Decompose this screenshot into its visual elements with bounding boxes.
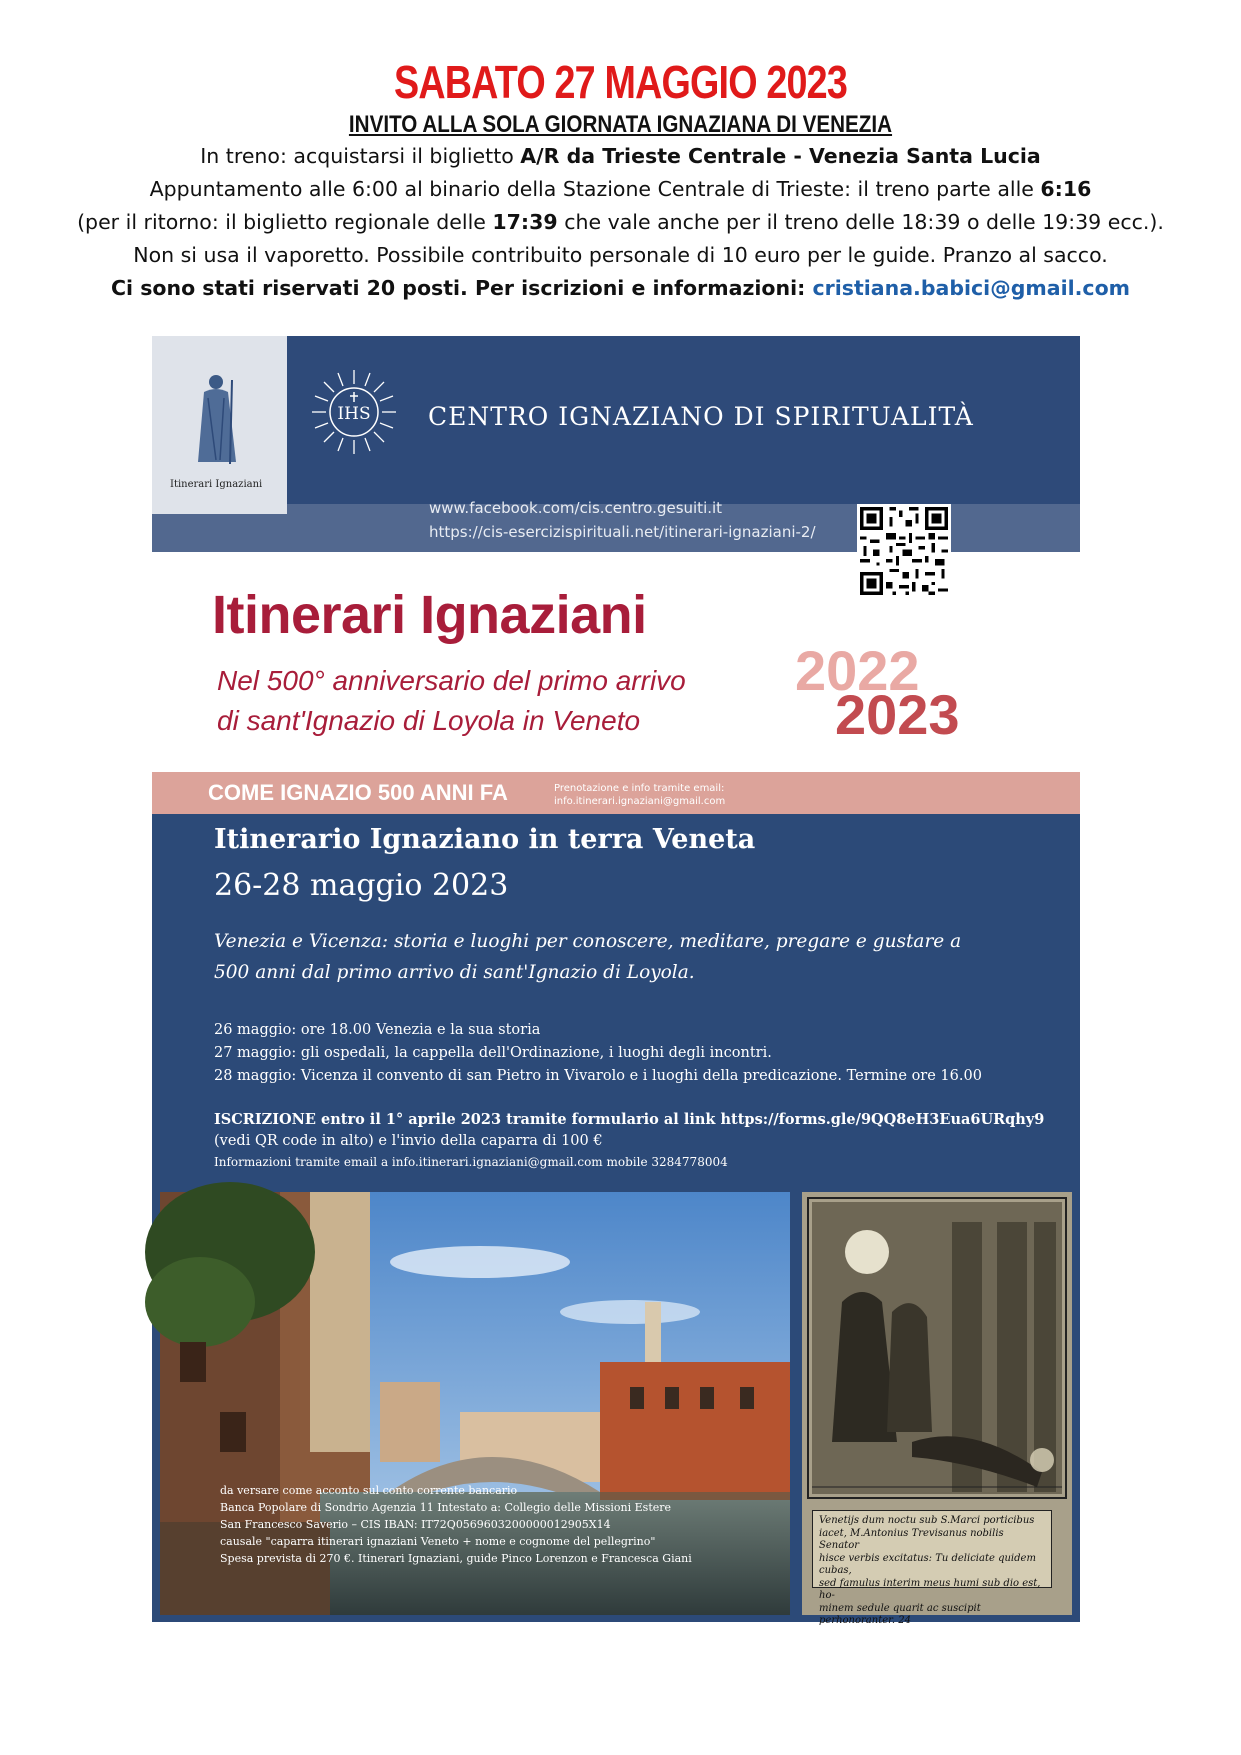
text: In treno: acquistarsi il biglietto xyxy=(200,144,521,168)
event-poster xyxy=(152,336,1080,1626)
plate-number: 24 xyxy=(898,1615,911,1626)
deadline-text: ISCRIZIONE entro il 1° aprile 2023 xyxy=(214,1111,502,1128)
itinerary-dates: 26-28 maggio 2023 xyxy=(214,868,509,903)
schedule-item: 27 maggio: gli ospedali, la cappella dell'Ordinazione, i luoghi degli incontri. xyxy=(214,1045,772,1061)
registration-info xyxy=(214,1109,1044,1173)
invite-subtitle: INVITO ALLA SOLA GIORNATA IGNAZIANA DI VENEZIA xyxy=(348,111,893,138)
schedule-item: 26 maggio: ore 18.00 Venezia e la sua storia xyxy=(214,1022,541,1038)
iban-line: San Francesco Saverio – CIS IBAN: IT72Q0569603200000012905X14 xyxy=(220,1518,611,1531)
booking-label: Prenotazione e info tramite email: xyxy=(554,783,725,794)
website-link[interactable]: https://cis-esercizispirituali.net/itinerari-ignaziani-2/ xyxy=(429,523,816,541)
pink-strip xyxy=(152,772,1080,814)
schedule xyxy=(214,1019,982,1088)
itinerary-description xyxy=(214,926,1034,988)
anniversary-subtitle xyxy=(217,661,686,741)
caption-line: hisce verbis excitatus: Tu deliciate quidem cubas, xyxy=(819,1552,1036,1576)
return-time: 17:39 xyxy=(492,210,558,234)
flyer-header xyxy=(0,56,1241,305)
contact-email-link[interactable]: cristiana.babici@gmail.com xyxy=(812,276,1131,300)
caption-line: minem sedule quarit ac suscipit perhonoranter. xyxy=(819,1602,981,1626)
meeting-line xyxy=(0,173,1241,206)
contact-info: Informazioni tramite email a info.itinerari.ignaziani@gmail.com mobile 3284778004 xyxy=(214,1155,728,1169)
registration-line xyxy=(0,272,1241,305)
itinerari-card xyxy=(152,336,287,514)
bank-details xyxy=(220,1482,692,1567)
year-2022: 2022 xyxy=(795,639,920,702)
ihs-sun-logo-icon xyxy=(310,368,398,456)
venice-canal-photo xyxy=(160,1192,790,1615)
banner-links xyxy=(429,496,816,544)
schedule-item: 28 maggio: Vicenza il convento di san Pietro in Vivarolo e i luoghi della predicazione. Termine ore 16.00 xyxy=(214,1068,982,1084)
itinerari-title: Itinerari Ignaziani xyxy=(212,585,647,645)
departure-time: 6:16 xyxy=(1040,177,1092,201)
centro-name: CENTRO IGNAZIANO DI SPIRITUALITÀ xyxy=(428,402,974,431)
caption-line: sed famulus interim meus humi sub dio est, ho- xyxy=(819,1577,1041,1601)
itinerary-title: Itinerario Ignaziano in terra Veneta xyxy=(214,824,756,855)
pilgrim-figure-icon xyxy=(194,372,240,468)
seats-text: Ci sono stati riservati 20 posti. Per iscrizioni e informazioni: xyxy=(110,276,813,300)
registration-deadline xyxy=(214,1109,1044,1131)
deposit-note: (vedi QR code in alto) e l'invio della caparra di 100 € xyxy=(214,1133,603,1149)
itinerary-details xyxy=(152,772,1080,1626)
subtitle-line: Nel 500° anniversario del primo arrivo xyxy=(217,665,686,696)
return-line xyxy=(0,206,1241,239)
card-label: Itinerari Ignaziani xyxy=(170,479,263,490)
ihs-text: IHS xyxy=(337,404,371,424)
text: Appuntamento alle 6:00 al binario della Stazione Centrale di Trieste: il treno parte alle xyxy=(149,177,1041,201)
engraving-caption xyxy=(812,1510,1052,1626)
form-link[interactable]: tramite formulario al link https://forms.gle/9QQ8eH3Eua6URqhy9 xyxy=(501,1111,1045,1128)
notes-line: Non si usa il vaporetto. Possibile contribuito personale di 10 euro per le guide. Pranzo al sacco. xyxy=(133,243,1108,267)
event-date-title: SABATO 27 MAGGIO 2023 xyxy=(393,56,848,108)
bank-line: causale "caparra itinerari ignaziani Veneto + nome e cognome del pellegrino" xyxy=(220,1535,656,1548)
year-2023: 2023 xyxy=(835,683,960,746)
caption-line: Venetijs dum noctu sub S.Marci porticibus xyxy=(819,1515,1035,1526)
text: che vale anche per il treno delle 18:39 o delle 19:39 ecc.). xyxy=(557,210,1164,234)
subtitle-line: di sant'Ignazio di Loyola in Veneto xyxy=(217,705,641,736)
bank-line: Spesa prevista di 270 €. Itinerari Ignaziani, guide Pinco Lorenzon e Francesca Giani xyxy=(220,1552,692,1565)
train-ticket-line xyxy=(0,140,1241,173)
route-text: A/R da Trieste Centrale - Venezia Santa Lucia xyxy=(520,144,1041,168)
qr-code[interactable] xyxy=(857,504,951,598)
facebook-link[interactable]: www.facebook.com/cis.centro.gesuiti.it xyxy=(429,499,723,517)
desc-line: Venezia e Vicenza: storia e luoghi per conoscere, meditare, pregare e gustare a xyxy=(214,931,962,952)
text: (per il ritorno: il biglietto regionale delle xyxy=(77,210,493,234)
caption-last-line xyxy=(819,1603,1045,1628)
booking-info xyxy=(554,782,725,808)
desc-line: 500 anni dal primo arrivo di sant'Ignazio di Loyola. xyxy=(214,962,695,983)
booking-email[interactable]: info.itinerari.ignaziani@gmail.com xyxy=(554,796,726,807)
bank-line: da versare come acconto sul conto corrente bancario xyxy=(220,1484,518,1497)
come-ignazio-heading: COME IGNAZIO 500 ANNI FA xyxy=(208,780,508,805)
caption-line: iacet, M.Antonius Trevisanus nobilis Senator xyxy=(819,1527,1004,1551)
bank-line: Banca Popolare di Sondrio Agenzia 11 Intestato a: Collegio delle Missioni Estere xyxy=(220,1501,672,1514)
engraving-image xyxy=(802,1192,1072,1626)
